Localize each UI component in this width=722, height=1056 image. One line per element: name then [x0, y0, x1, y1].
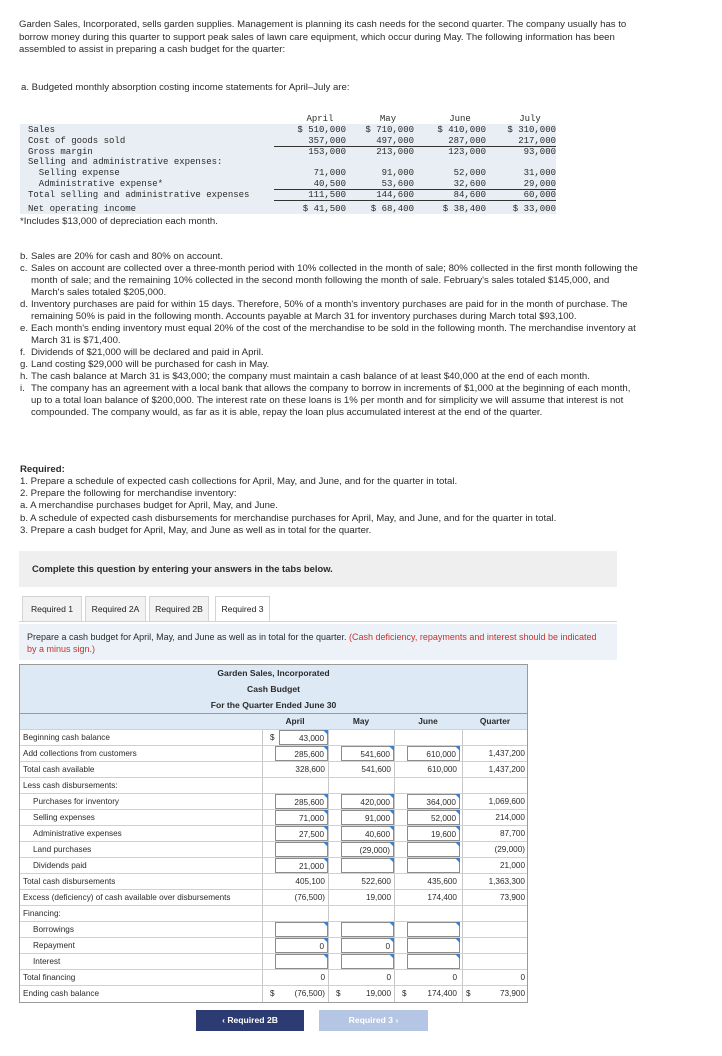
chevron-left-icon: ‹ — [222, 1015, 228, 1025]
budget-value-cell: (76,500) — [294, 893, 325, 902]
budget-row — [20, 745, 527, 761]
is-row-label: Total selling and administrative expenses — [28, 189, 250, 200]
budget-input-cell[interactable]: 364,000 — [407, 794, 460, 809]
budget-value-cell — [341, 730, 394, 745]
dollar-sign: $ — [402, 989, 407, 998]
is-cell: 31,000 — [523, 168, 556, 179]
budget-value-cell: 522,600 — [361, 877, 391, 886]
assumption-letter: g. — [20, 359, 29, 370]
budget-company: Garden Sales, Incorporated — [217, 668, 330, 678]
budget-row — [20, 969, 527, 985]
budget-value-cell: 19,000 — [365, 989, 391, 998]
complete-question-banner — [19, 551, 617, 587]
budget-input-cell[interactable] — [341, 858, 394, 873]
budget-row-label: Administrative expenses — [33, 829, 122, 838]
budget-value-cell: (76,500) — [294, 989, 325, 998]
budget-row-label: Less cash disbursements: — [23, 781, 118, 790]
tab-required-2b[interactable]: Required 2B — [149, 596, 209, 622]
budget-row-label: Total financing — [23, 973, 76, 982]
budget-row — [20, 953, 527, 969]
budget-value-cell: 328,600 — [295, 765, 325, 774]
is-month-0: April — [306, 114, 334, 124]
is-cell: 53,600 — [342, 179, 414, 190]
budget-input-cell[interactable] — [407, 938, 460, 953]
dollar-sign: $ — [270, 989, 275, 998]
assumption-letter: e. — [20, 323, 29, 334]
is-cell: $ 33,000 — [512, 203, 556, 214]
budget-value-cell: 174,400 — [427, 989, 457, 998]
is-cell: 52,000 — [453, 168, 486, 179]
tab-required-1[interactable]: Required 1 — [22, 596, 82, 622]
budget-value-cell: 1,069,600 — [488, 797, 525, 806]
budget-row-label: Total cash available — [23, 765, 95, 774]
is-cell: 497,000 — [342, 136, 414, 147]
required-list — [20, 476, 556, 537]
budget-row-label: Beginning cash balance — [23, 733, 110, 742]
budget-input-cell[interactable]: 91,000 — [341, 810, 394, 825]
budget-value-cell: 1,437,200 — [488, 765, 525, 774]
budget-row-label: Land purchases — [33, 845, 92, 854]
budget-value-cell — [470, 778, 528, 793]
assumption-letter: b. — [20, 251, 29, 262]
is-cell: $ 710,000 — [365, 125, 414, 135]
next-button-label: Required 3 — [348, 1015, 394, 1025]
budget-input-cell[interactable] — [275, 922, 328, 937]
assumption-letter: c. — [20, 263, 28, 274]
budget-value-cell: (29,000) — [494, 845, 525, 854]
is-cell: 60,000 — [484, 190, 556, 201]
budget-input-cell[interactable]: 19,600 — [407, 826, 460, 841]
budget-row — [20, 873, 527, 889]
budget-value-cell: 0 — [386, 973, 391, 982]
assumption-text: Sales are 20% for cash and 80% on account. — [31, 251, 223, 262]
prev-button[interactable] — [196, 1010, 304, 1031]
budget-row-label: Purchases for inventory — [33, 797, 120, 806]
is-cell: 40,500 — [274, 179, 346, 190]
budget-value-cell — [470, 730, 528, 745]
income-statement — [0, 0, 722, 220]
assumption-item — [20, 299, 642, 323]
next-button[interactable] — [319, 1010, 428, 1031]
assumption-text: Dividends of $21,000 will be declared and paid in April. — [31, 347, 264, 358]
budget-input-cell[interactable] — [407, 954, 460, 969]
assumption-letter: h. — [20, 371, 29, 382]
is-row-label: Cost of goods sold — [28, 135, 126, 146]
budget-value-cell: 435,600 — [427, 877, 457, 886]
budget-value-cell: 19,000 — [365, 893, 391, 902]
is-row-label: Selling and administrative expenses: — [28, 157, 223, 168]
budget-input-cell[interactable] — [341, 954, 394, 969]
budget-input-cell[interactable]: (29,000) — [341, 842, 394, 857]
is-cell: $ 41,500 — [302, 203, 346, 214]
is-cell: 71,000 — [313, 168, 346, 179]
budget-row — [20, 777, 527, 793]
intro-paragraph: Garden Sales, Incorporated, sells garden supplies. Management is planning its cash needs for the second quarter. The company usually has to borrow money during this quarter to support peak sales of lawn care equipment, which occur during May. The following information has been assembled to assist in preparing a cash budget for the quarter: — [19, 19, 627, 55]
is-cell: 111,500 — [274, 190, 346, 201]
is-row-label: Selling expense — [28, 168, 120, 179]
tab-divider — [19, 621, 617, 622]
assumption-letter: d. — [20, 299, 29, 310]
budget-value-cell: 541,600 — [361, 765, 391, 774]
assumption-item — [20, 383, 642, 419]
budget-value-cell — [275, 906, 328, 921]
is-row-label: Gross margin — [28, 146, 93, 157]
budget-value-cell — [407, 906, 460, 921]
assumption-text: Land costing $29,000 will be purchased for cash in May. — [31, 359, 270, 370]
assumption-text: Each month's ending inventory must equal 20% of the cost of the merchandise to be sold in the following month. The merchandise inventory at March 31 is $71,400. — [31, 323, 636, 346]
assumption-letter: i. — [20, 383, 25, 394]
complete-question-text: Complete this question by entering your answers in the tabs below. — [32, 563, 333, 574]
budget-row-label: Financing: — [23, 909, 61, 918]
is-cell: $ 68,400 — [370, 203, 414, 214]
budget-value-cell: 73,900 — [499, 893, 525, 902]
budget-input-cell[interactable] — [275, 842, 328, 857]
assumption-list — [20, 251, 642, 419]
is-cell: 357,000 — [274, 136, 346, 147]
budget-row-label: Total cash disbursements — [23, 877, 116, 886]
required-line: 2. Prepare the following for merchandise inventory: — [20, 488, 237, 500]
col-head-june: June — [418, 716, 438, 726]
budget-title: Cash Budget — [247, 684, 300, 694]
budget-value-cell — [341, 778, 394, 793]
is-cell: 123,000 — [448, 146, 486, 157]
is-cell: 91,000 — [381, 168, 414, 179]
budget-input-cell[interactable]: 610,000 — [407, 746, 460, 761]
budget-row — [20, 729, 527, 745]
is-cell: 144,600 — [342, 190, 414, 201]
budget-period: For the Quarter Ended June 30 — [210, 700, 337, 710]
required-line: 3. Prepare a cash budget for April, May, and June as well as in total for the quarter. — [20, 524, 372, 536]
dollar-sign: $ — [336, 989, 341, 998]
instruction-text — [27, 632, 607, 655]
is-cell: 217,000 — [484, 136, 556, 147]
budget-value-cell: 174,400 — [427, 893, 457, 902]
is-row-label: Sales — [28, 125, 56, 135]
budget-value-cell: 1,363,300 — [488, 877, 525, 886]
budget-value-cell: 214,000 — [495, 813, 525, 822]
budget-value-cell: 87,700 — [499, 829, 525, 838]
budget-input-cell[interactable]: 0 — [341, 938, 394, 953]
required-line: b. A schedule of expected cash disbursements for merchandise purchases for April, May, and June, and for the quarter in total. — [20, 512, 557, 524]
chevron-right-icon: › — [393, 1015, 399, 1025]
budget-row — [20, 889, 527, 905]
budget-input-cell[interactable] — [407, 922, 460, 937]
budget-input-cell[interactable]: 541,600 — [341, 746, 394, 761]
budget-value-cell — [275, 778, 328, 793]
budget-value-cell — [470, 906, 528, 921]
is-month-3: July — [519, 114, 541, 124]
budget-value-cell — [407, 730, 460, 745]
assumption-item — [20, 263, 642, 299]
budget-row-label: Ending cash balance — [23, 989, 100, 998]
budget-input-cell[interactable] — [407, 858, 460, 873]
budget-row — [20, 761, 527, 777]
dollar-sign: $ — [466, 989, 471, 998]
budget-input-cell[interactable]: 40,600 — [341, 826, 394, 841]
assumption-item — [20, 347, 642, 359]
assumption-item — [20, 323, 642, 347]
assumption-item — [20, 371, 642, 383]
budget-row — [20, 937, 527, 953]
budget-row-label: Dividends paid — [33, 861, 87, 870]
budget-row-label: Selling expenses — [33, 813, 95, 822]
budget-value-cell: 0 — [520, 973, 525, 982]
instruction-note: (Cash deficiency, repayments and interest should be indicated by a minus sign.) — [27, 632, 597, 654]
is-cell: 93,000 — [523, 146, 556, 157]
col-head-april: April — [285, 716, 305, 726]
is-cell: 287,000 — [414, 136, 486, 147]
budget-value-cell — [470, 938, 528, 953]
budget-input-cell[interactable] — [341, 922, 394, 937]
is-cell: $ 310,000 — [507, 125, 556, 135]
budget-input-cell[interactable]: 0 — [275, 938, 328, 953]
instruction-main: Prepare a cash budget for April, May, and June as well as in total for the quarter. — [27, 632, 347, 642]
is-cell: 84,600 — [414, 190, 486, 201]
is-month-2: June — [449, 114, 471, 124]
budget-input-cell[interactable] — [275, 954, 328, 969]
is-cell: $ 510,000 — [297, 125, 346, 135]
budget-input-cell[interactable]: 71,000 — [275, 810, 328, 825]
budget-row — [20, 841, 527, 857]
budget-input-cell[interactable]: 285,600 — [275, 794, 328, 809]
budget-value-cell: 1,437,200 — [488, 749, 525, 758]
tab-required-2a[interactable]: Required 2A — [85, 596, 146, 622]
budget-row — [20, 793, 527, 809]
budget-value-cell: 0 — [320, 973, 325, 982]
required-title: Required: — [20, 464, 65, 475]
is-cell: $ 410,000 — [437, 125, 486, 135]
budget-value-cell — [407, 778, 460, 793]
assumption-text: The company has an agreement with a local bank that allows the company to borrow in increments of $1,000 at the beginning of each month, up to a total loan balance of $200,000. The interest rate on these loans is 1% per month and for simplicity we will assume that interest is not compounded. The company would, as far as it is able, repay the loan plus accumulated interest at the end of the quarter. — [31, 383, 631, 418]
budget-row — [20, 985, 527, 1001]
budget-value-cell — [470, 954, 528, 969]
budget-row-label: Repayment — [33, 941, 75, 950]
is-cell: 32,600 — [414, 179, 486, 190]
assumption-letter: f. — [20, 347, 26, 358]
budget-value-cell: 73,900 — [499, 989, 525, 998]
assumption-text: Inventory purchases are paid for within 15 days. Therefore, 50% of a month's inventory purchases are paid for in the month of purchase. The remaining 50% is paid in the following month. Accounts payable at March 31 for inventory purchases during March total $93,100. — [31, 299, 628, 322]
budget-row — [20, 905, 527, 921]
budget-input-cell[interactable]: 43,000 — [279, 730, 328, 745]
budget-input-cell[interactable]: 52,000 — [407, 810, 460, 825]
budget-value-cell: 21,000 — [499, 861, 525, 870]
assumption-item — [20, 359, 642, 371]
budget-input-cell[interactable]: 285,600 — [275, 746, 328, 761]
budget-row-label: Excess (deficiency) of cash available over disbursements — [23, 893, 231, 902]
assumption-text: Sales on account are collected over a three-month period with 10% collected in the month of sale; 80% collected in the first month following the month of sale; and the remaining 10% collected in the second month following the month of sale. February's sales totaled $145,000, and March's sales totaled $205,000. — [31, 263, 638, 298]
is-cell: 29,000 — [484, 179, 556, 190]
is-cell: $ 38,400 — [442, 203, 486, 214]
budget-row — [20, 921, 527, 937]
budget-value-cell — [341, 906, 394, 921]
header-rule — [20, 713, 527, 714]
budget-row-label: Borrowings — [33, 925, 74, 934]
is-row-label: Administrative expense* — [28, 179, 164, 189]
budget-input-cell[interactable]: 27,500 — [275, 826, 328, 841]
dollar-sign: $ — [270, 733, 275, 742]
tab-required-3[interactable]: Required 3 — [215, 596, 270, 622]
assumption-item — [20, 251, 642, 263]
required-line: a. A merchandise purchases budget for April, May, and June. — [20, 500, 278, 512]
budget-value-cell — [470, 922, 528, 937]
required-line: 1. Prepare a schedule of expected cash collections for April, May, and June, and for the quarter in total. — [20, 476, 458, 487]
budget-value-cell: 405,100 — [295, 877, 325, 886]
budget-row-label: Add collections from customers — [23, 749, 137, 758]
budget-value-cell: 610,000 — [427, 765, 457, 774]
budget-value-cell: 0 — [452, 973, 457, 982]
is-month-1: May — [379, 114, 397, 124]
is-cell: 213,000 — [376, 146, 414, 157]
budget-input-cell[interactable]: 420,000 — [341, 794, 394, 809]
part-a-heading: a. Budgeted monthly absorption costing income statements for April–July are: — [21, 82, 350, 93]
col-head-quarter: Quarter — [479, 716, 511, 726]
budget-row — [20, 857, 527, 873]
is-cell: 153,000 — [308, 146, 346, 157]
budget-row — [20, 809, 527, 825]
footnote: *Includes $13,000 of depreciation each month. — [20, 216, 218, 227]
budget-row-label: Interest — [33, 957, 61, 966]
is-row-label: Net operating income — [28, 203, 137, 214]
budget-input-cell[interactable]: 21,000 — [275, 858, 328, 873]
assumption-text: The cash balance at March 31 is $43,000; the company must maintain a cash balance of at least $40,000 at the end of each month. — [31, 371, 590, 382]
budget-input-cell[interactable] — [407, 842, 460, 857]
budget-row — [20, 825, 527, 841]
prev-button-label: Required 2B — [227, 1015, 278, 1025]
col-head-may: May — [352, 716, 370, 726]
